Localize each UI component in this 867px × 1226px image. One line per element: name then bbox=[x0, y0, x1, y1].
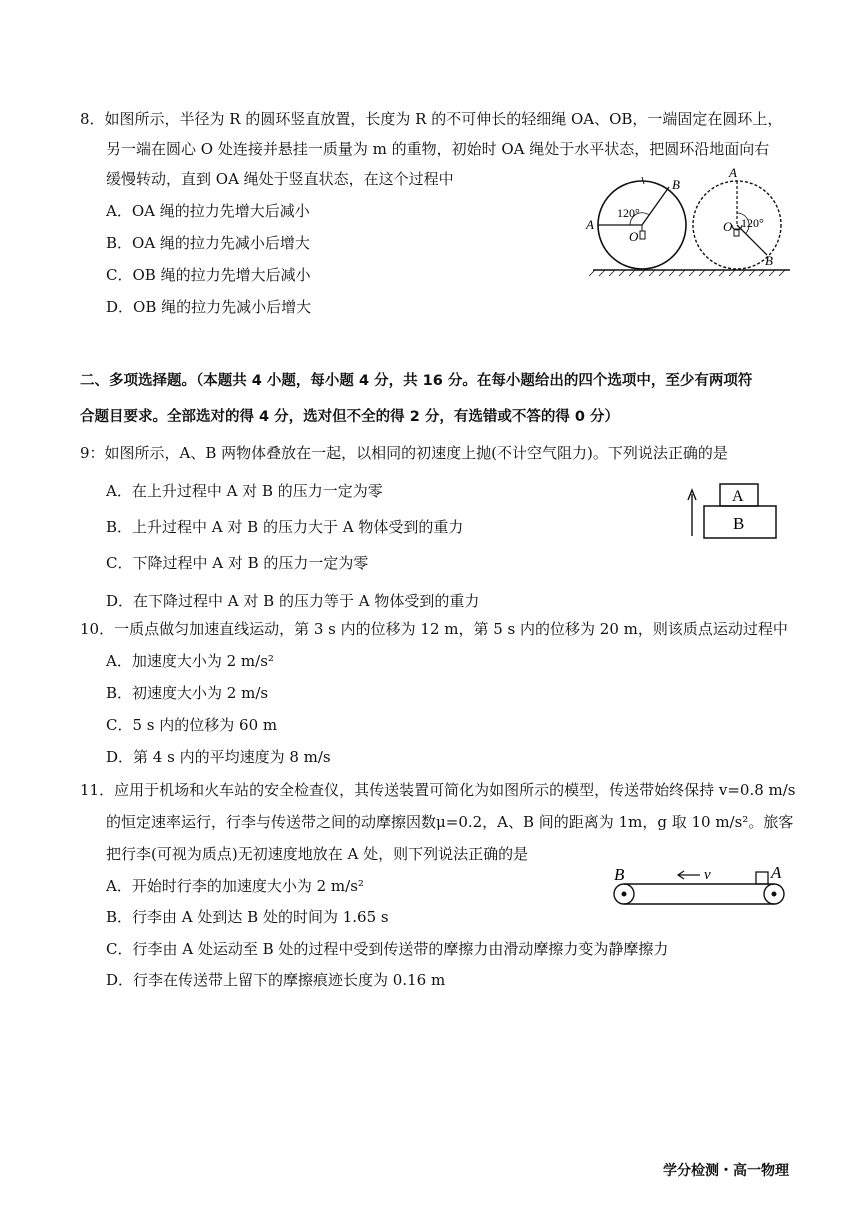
q8-option-c: C．OB 绳的拉力先增大后减小 bbox=[106, 266, 311, 284]
block-a-label: A bbox=[732, 488, 744, 505]
ring1-label-o: O bbox=[629, 229, 639, 244]
section2-heading-line1: 二、多项选择题。（本题共 4 小题，每小题 4 分，共 16 分。在每小题给出的四个选项中，至少有两项符 bbox=[80, 373, 753, 389]
q10-option-a: A．加速度大小为 2 m/s² bbox=[106, 652, 274, 670]
ring1-angle: 120° bbox=[617, 206, 640, 220]
q8-stem-line1: 8．如图所示，半径为 R 的圆环竖直放置，长度为 R 的不可伸长的轻细绳 OA、OB，一端固定在圆环上， bbox=[80, 110, 783, 128]
q10-option-d: D．第 4 s 内的平均速度为 8 m/s bbox=[106, 748, 331, 766]
section2-heading-line2: 合题目要求。全部选对的得 4 分，选对但不全的得 2 分，有选错或不答的得 0 分） bbox=[80, 409, 620, 425]
q10-option-b: B．初速度大小为 2 m/s bbox=[106, 684, 269, 702]
q11-option-a: A．开始时行李的加速度大小为 2 m/s² bbox=[106, 877, 364, 895]
point-a-label: A bbox=[771, 863, 782, 882]
point-b-label: B bbox=[614, 865, 625, 884]
q11-stem-line2: 的恒定速率运行，行李与传送带之间的动摩擦因数μ=0.2，A、B 间的距离为 1m，g 取 10 m/s²。旅客 bbox=[106, 813, 794, 831]
q9-option-d: D．在下降过程中 A 对 B 的压力等于 A 物体受到的重力 bbox=[106, 592, 480, 610]
ring2-label-a: A bbox=[729, 165, 737, 180]
q11-stem-line3: 把行李(可视为质点)无初速度地放在 A 处，则下列说法正确的是 bbox=[106, 845, 529, 863]
q9-blocks-figure bbox=[682, 478, 782, 542]
q11-conveyor-figure bbox=[608, 858, 794, 910]
block-b-label: B bbox=[733, 514, 745, 533]
q9-stem: 9：如图所示，A、B 两物体叠放在一起，以相同的初速度上抛(不计空气阻力)。下列说法正确的是 bbox=[80, 444, 728, 462]
q11-option-d: D．行李在传送带上留下的摩擦痕迹长度为 0.16 m bbox=[106, 971, 446, 989]
ring1-label-b: B bbox=[672, 177, 680, 192]
q8-option-b: B．OA 绳的拉力先减小后增大 bbox=[106, 234, 310, 252]
luggage-box bbox=[756, 872, 768, 884]
q11-option-b: B．行李由 A 处到达 B 处的时间为 1.65 s bbox=[106, 908, 389, 926]
velocity-label: v bbox=[704, 867, 711, 883]
q11-option-c: C．行李由 A 处运动至 B 处的过程中受到传送带的摩擦力由滑动摩擦力变为静摩擦力 bbox=[106, 940, 669, 958]
q8-option-d: D．OB 绳的拉力先减小后增大 bbox=[106, 298, 312, 316]
q8-stem-line2: 另一端在圆心 O 处连接并悬挂一质量为 m 的重物，初始时 OA 绳处于水平状态，把圆环沿地面向右 bbox=[106, 140, 770, 158]
q9-option-c: C．下降过程中 A 对 B 的压力一定为零 bbox=[106, 554, 369, 572]
ring2-angle: 120° bbox=[741, 216, 764, 230]
ring2-label-o: O bbox=[723, 219, 733, 234]
q10-stem: 10．一质点做匀加速直线运动，第 3 s 内的位移为 12 m，第 5 s 内的位移为 20 m，则该质点运动过程中 bbox=[80, 620, 788, 638]
q11-stem-line1: 11．应用于机场和火车站的安全检查仪，其传送装置可简化为如图所示的模型，传送带始终保持 v=0.8 m/s bbox=[80, 781, 796, 799]
q9-option-a: A．在上升过程中 A 对 B 的压力一定为零 bbox=[106, 482, 383, 500]
q9-option-b: B．上升过程中 A 对 B 的压力大于 A 物体受到的重力 bbox=[106, 518, 464, 536]
q8-option-a: A．OA 绳的拉力先增大后减小 bbox=[106, 202, 310, 220]
q10-option-c: C．5 s 内的位移为 60 m bbox=[106, 716, 278, 734]
q8-stem-line3: 缓慢转动，直到 OA 绳处于竖直状态，在这个过程中 bbox=[106, 170, 454, 188]
page-footer: 学分检测・高一物理 bbox=[663, 1163, 789, 1179]
ring2-label-b: B bbox=[765, 253, 773, 268]
q8-ring-figure bbox=[585, 165, 795, 280]
ring1-label-a: A bbox=[586, 217, 594, 232]
